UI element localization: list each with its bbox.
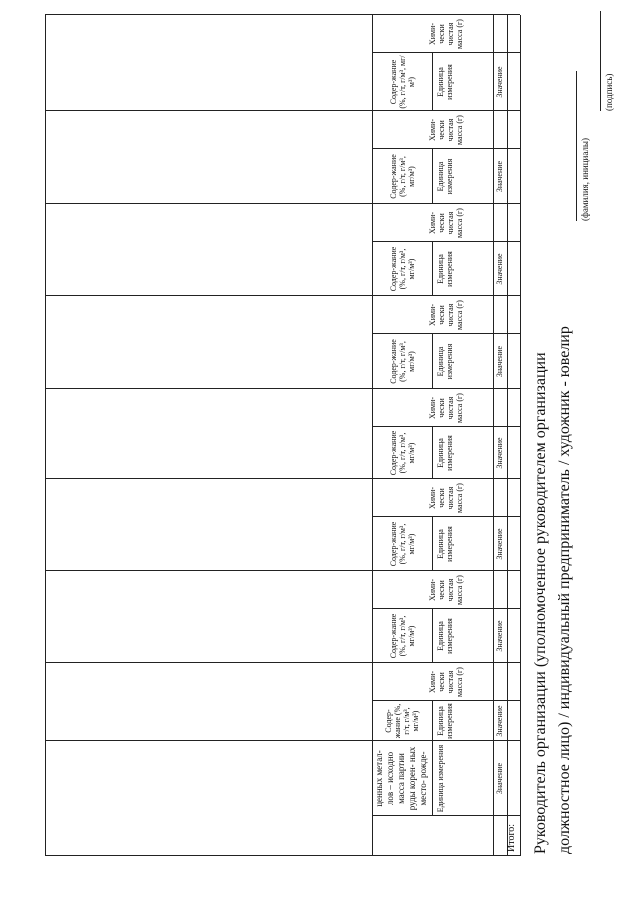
table-border-bottom <box>520 15 521 856</box>
value-label: Значение <box>495 345 504 378</box>
content-label: Содер-жание (%, г/т, г/м³, мг/м³) <box>388 430 416 476</box>
chem-mass-label: Хими-чески чистая масса (г) <box>428 115 464 145</box>
unit-label: Единица измерения <box>436 703 454 739</box>
chem-mass-label: Хими-чески чистая масса (г) <box>428 300 464 330</box>
row-header-text: ценных метал- лов – исходно масса партии руды корен- ных место- рожде- <box>374 746 428 811</box>
value-label: Значение <box>495 437 504 469</box>
unit-label: Единица измерения <box>436 251 454 287</box>
value-label: Значение <box>495 705 504 737</box>
unit-label: Единица измерения <box>436 64 454 100</box>
unit-label: Единица измерения <box>436 618 454 654</box>
subcolumn-rule <box>372 426 520 427</box>
content-label: Содер-жание (%, г/т, г/м³, мг/м³) <box>384 703 420 739</box>
column-rule <box>372 570 520 571</box>
signature-line <box>600 11 601 111</box>
content-label: Содер-жание (%, г/т, г/м³, мг/м³) <box>388 613 416 659</box>
total-label: Итого: <box>506 823 517 852</box>
content-label: Содер-жание (%, г/т, г/м³, мг/м³) <box>388 246 416 292</box>
subcolumn-rule <box>372 700 520 701</box>
chem-mass-label: Хими-чески чистая масса (г) <box>428 667 464 697</box>
unit-label: Единица измерения <box>436 343 454 380</box>
unit-value-rule <box>432 517 433 571</box>
unit-label: Единица измерения <box>436 526 454 562</box>
subcolumn-rule <box>372 241 520 242</box>
content-label: Содер-жание (%, г/т, г/м³, мг/м³) <box>388 55 416 109</box>
content-label: Содер-жание (%, г/т, г/м³, мг/м³) <box>388 154 416 199</box>
unit-label: Единица измерения <box>436 158 454 195</box>
header-rule <box>372 15 373 856</box>
column-rule <box>45 14 520 15</box>
subcolumn-rule <box>372 516 520 517</box>
column-rule <box>372 478 520 479</box>
content-label: Содер-жание (%, г/т, г/м³, мг/м³) <box>388 521 416 567</box>
footer-line-1: Руководитель организации (уполномоченное руководителем организации <box>532 352 549 854</box>
row-header-value-label: Значение <box>495 762 504 795</box>
chem-mass-label: Хими-чески чистая масса (г) <box>428 208 464 238</box>
unit-value-rule <box>432 242 433 296</box>
value-label: Значение <box>495 528 504 560</box>
content-label: Содер-жание (%, г/т, г/м³, мг/м³) <box>388 339 416 384</box>
unit-value-rule <box>432 609 433 663</box>
column-rule <box>372 662 520 663</box>
chem-mass-label: Хими-чески чистая масса (г) <box>428 19 464 49</box>
row-header-split <box>432 741 433 816</box>
row-header-column-rule <box>372 815 520 816</box>
unit-value-rule <box>432 53 433 111</box>
chem-mass-label: Хими-чески чистая масса (г) <box>428 575 464 605</box>
table-border-left <box>45 855 520 856</box>
value-label: Значение <box>495 160 504 193</box>
name-signature-line <box>576 71 577 221</box>
unit-value-rule <box>432 149 433 204</box>
footer-line-2: должностное лицо) / индивидуальный предприниматель / художник - ювелир <box>556 326 573 854</box>
subcolumn-rule <box>372 148 520 149</box>
value-label: Значение <box>495 253 504 285</box>
value-label: Значение <box>495 66 504 98</box>
unit-value-rule <box>432 334 433 389</box>
unit-value-rule <box>432 427 433 479</box>
name-caption: (фамилия, инициалы) <box>580 138 590 221</box>
subcolumn-rule <box>372 608 520 609</box>
unit-label: Единица измерения <box>436 435 454 471</box>
value-label: Значение <box>495 620 504 652</box>
row-header-unit-label: Единица измерения <box>436 744 445 813</box>
subcolumn-rule <box>372 52 520 53</box>
column-rule <box>372 295 520 296</box>
column-rule <box>372 388 520 389</box>
column-rule <box>372 203 520 204</box>
table-border-top <box>45 15 46 856</box>
unit-value-rule <box>432 701 433 741</box>
signature-caption: (подпись) <box>604 73 614 111</box>
subcolumn-rule <box>372 333 520 334</box>
column-rule <box>372 110 520 111</box>
chem-mass-label: Хими-чески чистая масса (г) <box>428 483 464 513</box>
chem-mass-label: Хими-чески чистая масса (г) <box>428 393 464 423</box>
column-rule <box>372 740 520 741</box>
